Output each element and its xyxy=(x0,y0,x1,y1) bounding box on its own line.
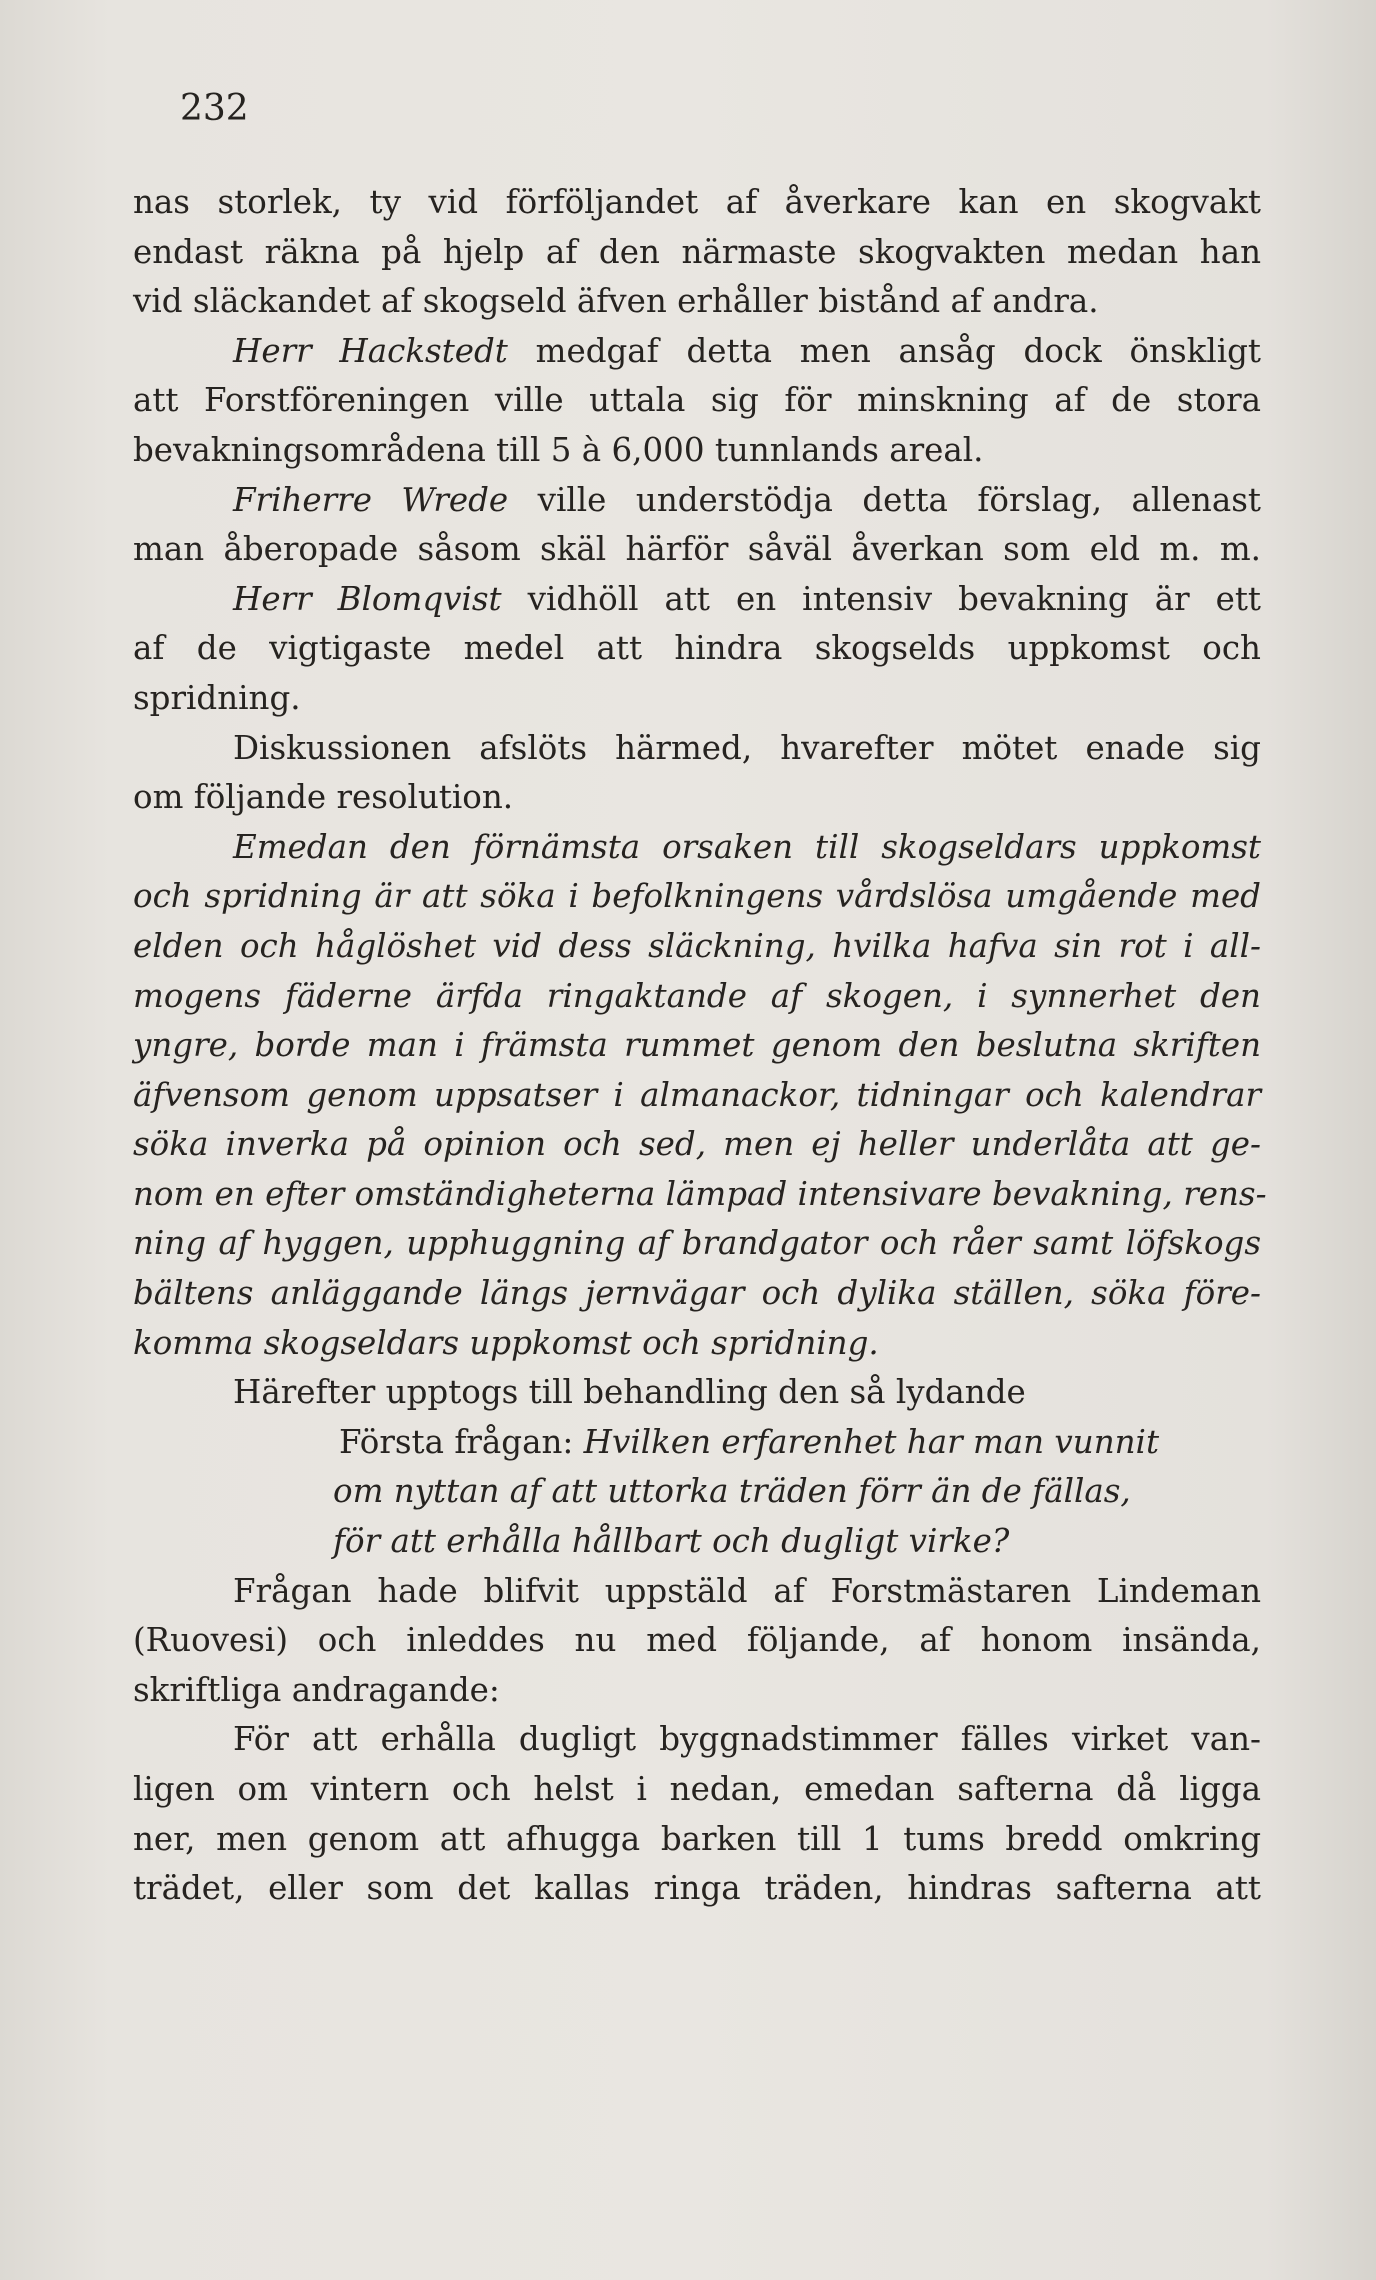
text-segment: Frågan hade blifvit uppstäld af Forstmästaren Lindeman xyxy=(233,1571,1261,1610)
italic-text: bältens anläggande längs jernvägar och dylika ställen, söka före- xyxy=(133,1274,1261,1313)
text-segment: För att erhålla dugligt byggnadstimmer fälles virket van- xyxy=(233,1720,1261,1759)
text-line xyxy=(133,1120,1261,1170)
text-line xyxy=(133,724,1261,774)
text-line xyxy=(133,922,1261,972)
italic-text: Herr Blomqvist xyxy=(233,579,502,618)
italic-text: yngre, borde man i främsta rummet genom den beslutna skriften xyxy=(133,1026,1261,1065)
text-line xyxy=(133,1269,1261,1319)
text-line xyxy=(133,1170,1267,1220)
text-line xyxy=(133,624,1261,674)
text-segment: Härefter upptogs till behandling den så lydande xyxy=(233,1373,1026,1412)
text-segment: vid släckandet af skogseld äfven erhåller bistånd af andra. xyxy=(133,282,1099,321)
italic-text: Friherre Wrede xyxy=(233,480,509,519)
text-segment: man åberopade såsom skäl härför såväl åverkan som eld m. m. xyxy=(133,530,1261,569)
text-line xyxy=(133,178,1261,228)
text-segment: spridning. xyxy=(133,678,301,717)
text-segment: ner, men genom att afhugga barken till 1 tums bredd omkring xyxy=(133,1819,1261,1858)
text-line xyxy=(133,525,1261,575)
body-text xyxy=(133,178,1267,1914)
italic-text: Emedan den förnämsta orsaken till skogseldars uppkomst xyxy=(233,827,1261,866)
text-line xyxy=(133,1021,1261,1071)
text-segment: vidhöll att en intensiv bevakning är ett xyxy=(501,579,1261,618)
italic-text: och spridning är att söka i befolkningens vårdslösa umgående med xyxy=(133,877,1261,916)
text-line xyxy=(133,1864,1261,1914)
text-segment: ligen om vintern och helst i nedan, emedan safterna då ligga xyxy=(133,1770,1261,1808)
text-line xyxy=(133,674,1261,724)
italic-text: Hvilken erfarenhet har man vunnit xyxy=(583,1422,1160,1461)
text-line xyxy=(133,1467,1261,1517)
italic-text: elden och håglöshet vid dess släckning, hvilka hafva sin rot i all- xyxy=(133,926,1261,965)
text-segment: trädet, eller som det kallas ringa träden, hindras safterna att xyxy=(133,1869,1261,1908)
text-line xyxy=(133,228,1261,278)
text-segment: Diskussionen afslöts härmed, hvarefter mötet enade sig xyxy=(233,728,1261,767)
text-line xyxy=(133,575,1261,625)
text-line xyxy=(133,773,1261,823)
italic-text: söka inverka på opinion och sed, men ej heller underlåta att ge- xyxy=(133,1125,1261,1164)
text-line xyxy=(133,327,1261,377)
text-segment: endast räkna på hjelp af den närmaste skogvakten medan han xyxy=(133,232,1261,271)
italic-text: om nyttan af att uttorka träden förr än de fällas, xyxy=(333,1472,1131,1511)
text-segment: nas storlek, ty vid förföljandet af åverkare kan en skogvakt xyxy=(133,183,1261,221)
text-line xyxy=(133,1765,1261,1815)
italic-text: äfvensom genom uppsatser i almanackor, tidningar och kalendrar xyxy=(133,1075,1261,1114)
text-line xyxy=(133,1368,1261,1418)
text-line xyxy=(133,376,1261,426)
italic-text: komma skogseldars uppkomst och spridning. xyxy=(133,1323,879,1362)
text-line xyxy=(133,1815,1261,1865)
text-line xyxy=(133,1071,1261,1121)
italic-text: Herr Hackstedt xyxy=(233,331,508,370)
text-line xyxy=(133,1715,1261,1765)
text-line xyxy=(133,1517,1261,1567)
text-line xyxy=(133,1567,1261,1617)
text-segment: skriftliga andragande: xyxy=(133,1670,500,1709)
text-segment: att Forstföreningen ville uttala sig för minskning af de stora xyxy=(133,381,1261,420)
text-line xyxy=(133,426,1261,476)
italic-text: nom en efter omständigheterna lämpad intensivare bevakning, rens- xyxy=(133,1174,1267,1213)
text-line xyxy=(133,277,1261,327)
text-segment: Första frågan: xyxy=(339,1422,584,1461)
text-segment: af de vigtigaste medel att hindra skogselds uppkomst och xyxy=(133,629,1261,668)
text-line xyxy=(133,1418,1261,1468)
text-segment: bevakningsområdena till 5 à 6,000 tunnlands areal. xyxy=(133,430,984,469)
text-line xyxy=(133,1666,1261,1716)
text-line xyxy=(133,1219,1261,1269)
text-segment: (Ruovesi) och inleddes nu med följande, af honom insända, xyxy=(133,1621,1261,1660)
italic-text: ning af hyggen, upphuggning af brandgator och råer samt löfskogs xyxy=(133,1224,1261,1263)
page-number: 232 xyxy=(180,88,249,129)
text-segment: om följande resolution. xyxy=(133,778,514,817)
text-line xyxy=(133,972,1261,1022)
italic-text: för att erhålla hållbart och dugligt virke? xyxy=(333,1522,1010,1561)
text-segment: ville understödja detta förslag, allenast xyxy=(508,480,1261,519)
text-segment: medgaf detta men ansåg dock önskligt xyxy=(507,331,1261,370)
text-line xyxy=(133,823,1261,873)
text-line xyxy=(133,1319,1261,1369)
text-line xyxy=(133,872,1261,922)
italic-text: mogens fäderne ärfda ringaktande af skogen, i synnerhet den xyxy=(133,976,1261,1015)
text-line xyxy=(133,476,1261,526)
text-line xyxy=(133,1616,1261,1666)
